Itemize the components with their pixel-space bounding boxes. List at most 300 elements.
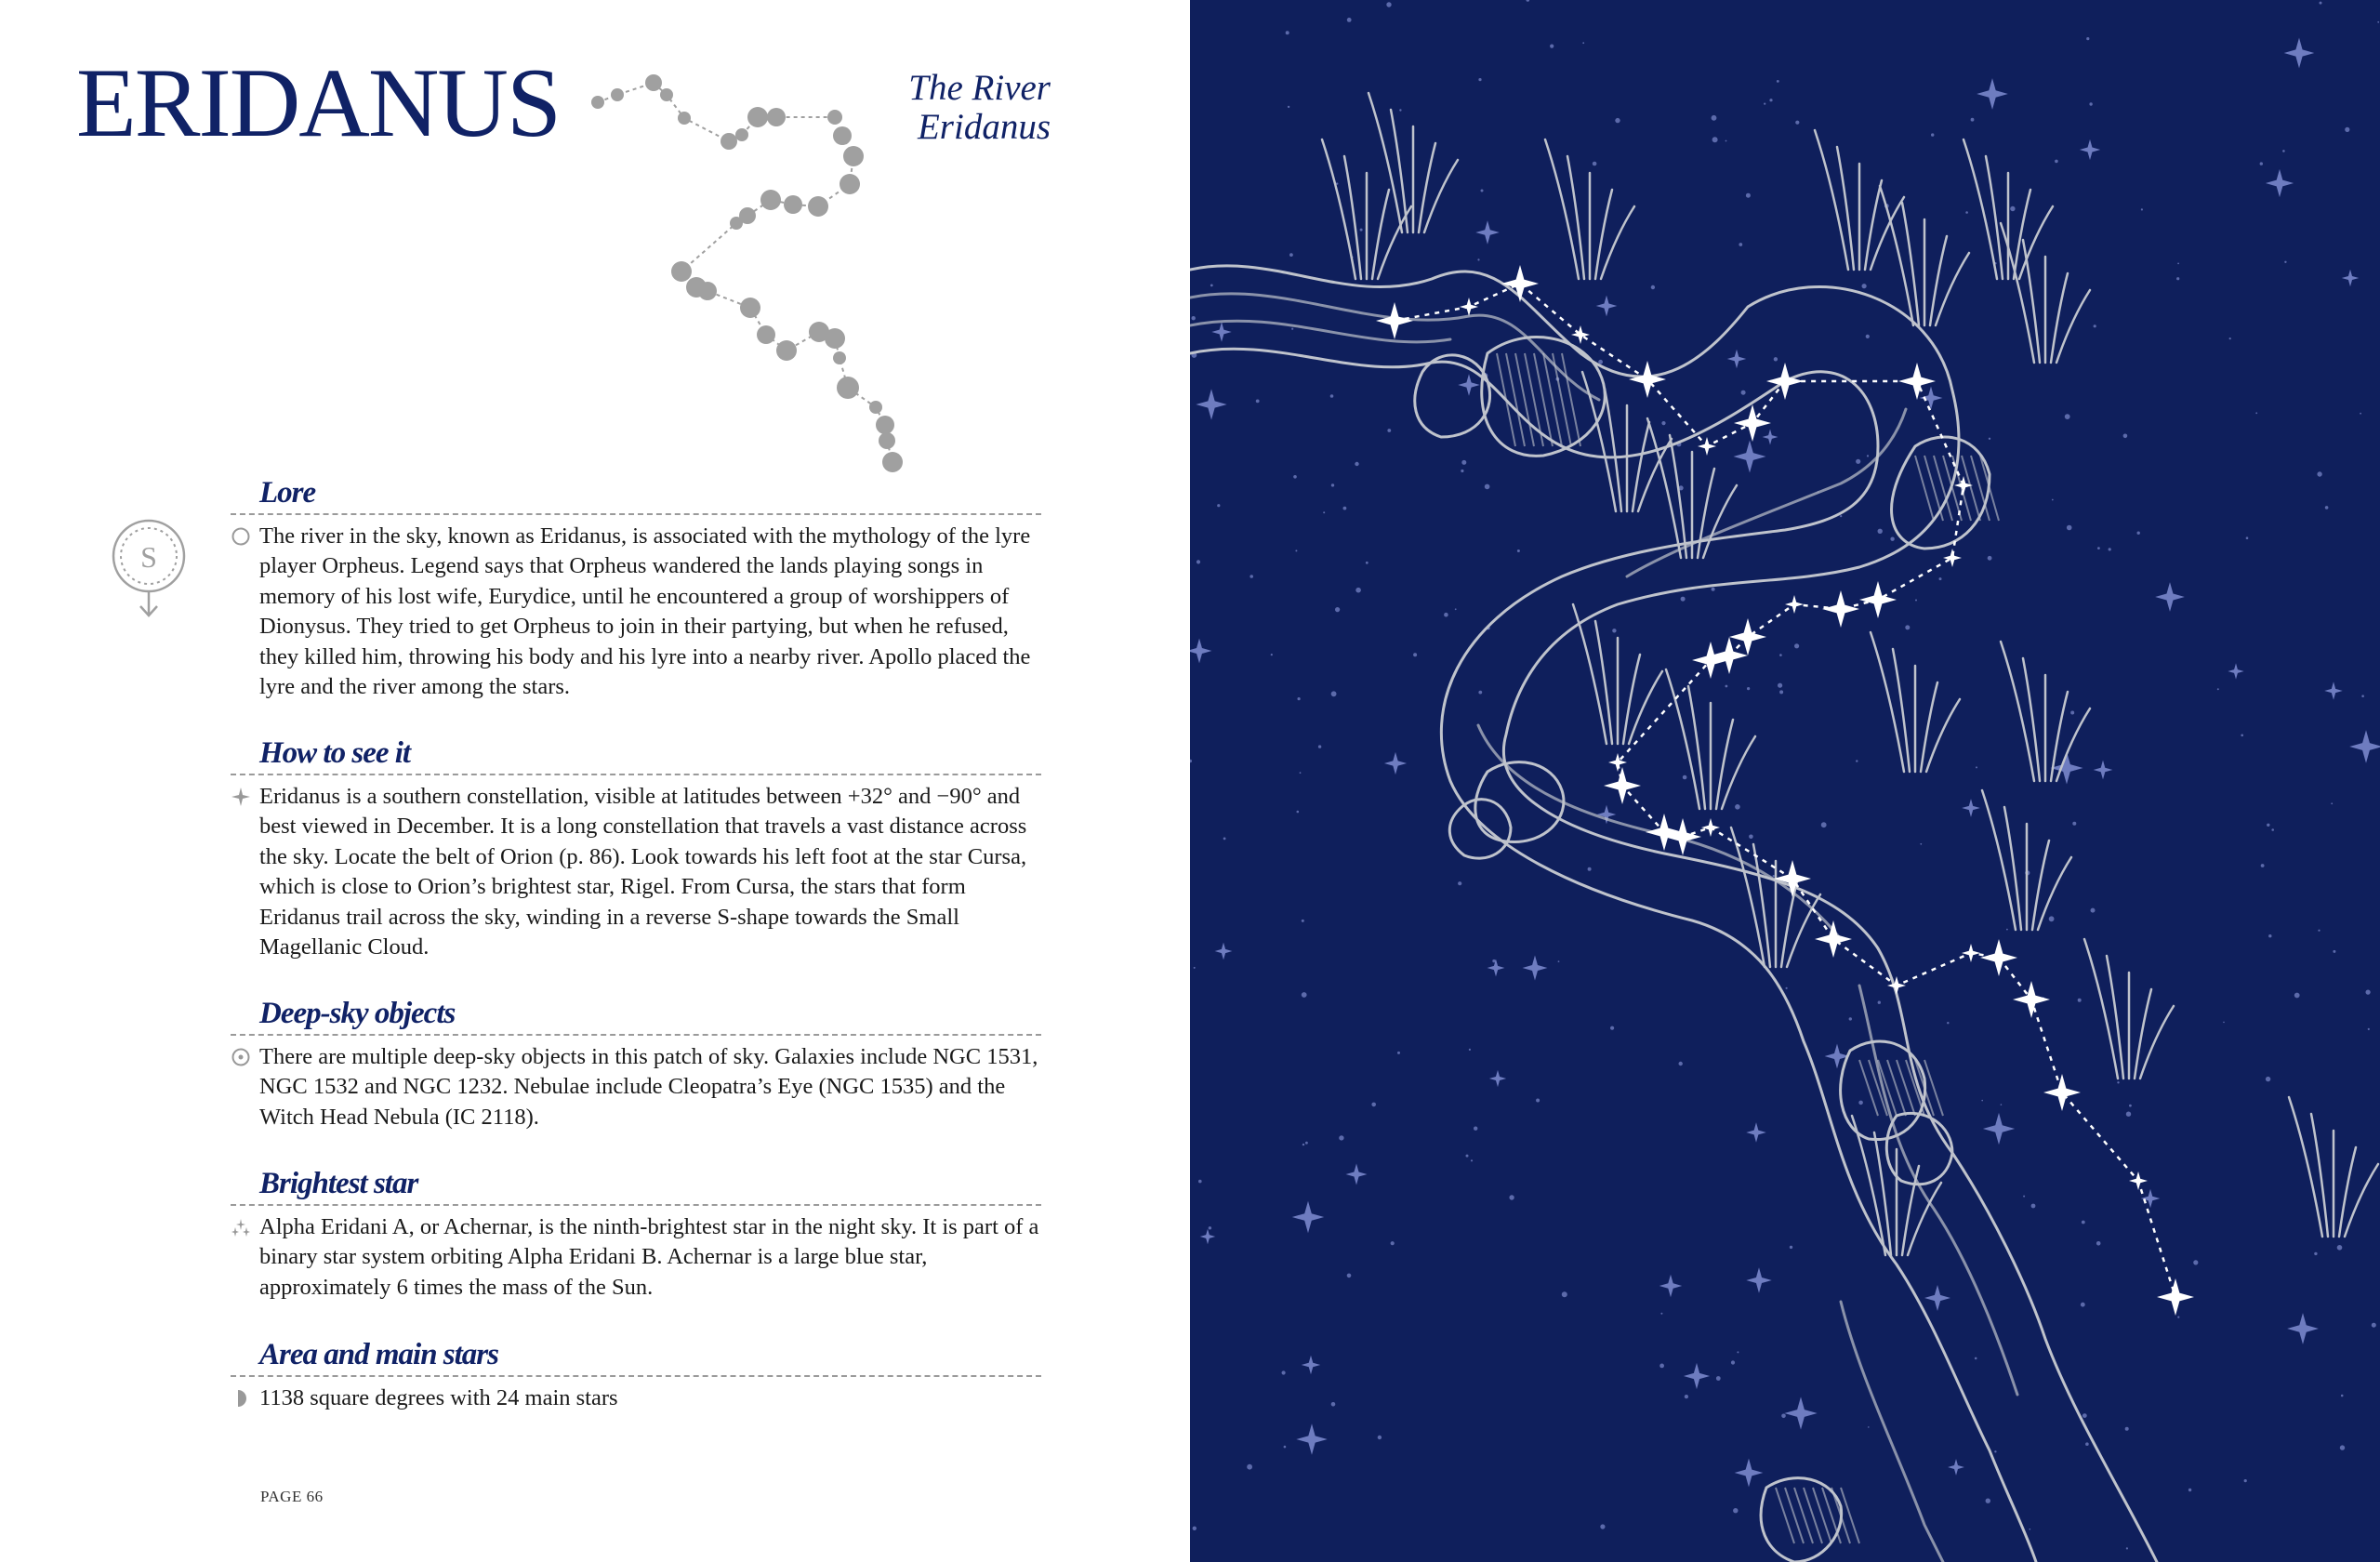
background-star (1297, 811, 1300, 814)
background-star (2377, 21, 2379, 23)
background-sparkle-star (1784, 1397, 1817, 1429)
background-star (2109, 548, 2111, 550)
bright-star (1460, 298, 1478, 316)
background-star (1291, 328, 1293, 330)
background-star (1989, 438, 1990, 440)
hemisphere-letter: S (140, 540, 157, 574)
mini-star (837, 377, 859, 399)
background-star (2094, 324, 2096, 327)
background-star (1302, 992, 1307, 998)
background-star (1347, 18, 1352, 22)
grass-blade (2032, 841, 2049, 930)
background-star (1733, 1508, 1738, 1513)
background-star (1413, 653, 1417, 656)
mini-star (767, 108, 786, 126)
background-star (1289, 253, 1293, 257)
background-star (2366, 990, 2371, 995)
background-star (1779, 654, 1782, 656)
mini-star (757, 325, 775, 344)
background-star (2331, 802, 2333, 804)
background-star (1461, 460, 1466, 465)
background-star (1773, 875, 1775, 877)
background-star (2314, 1252, 2317, 1255)
background-star (1747, 687, 1750, 690)
background-star (2229, 338, 2231, 339)
grass-blade (2135, 989, 2151, 1079)
background-star (2082, 1221, 2085, 1224)
background-sparkle-star (1215, 943, 1233, 960)
background-sparkle-star (1983, 1113, 2015, 1145)
background-sparkle-star (1190, 639, 1211, 664)
background-star (1774, 357, 1778, 361)
background-star (1849, 1017, 1852, 1020)
background-star (1371, 1103, 1376, 1107)
background-sparkle-star (1825, 1044, 1850, 1069)
background-star (1746, 193, 1751, 198)
section-body: 1138 square degrees with 24 main stars (259, 1385, 618, 1410)
background-star (1300, 772, 1302, 774)
background-star (2052, 499, 2054, 501)
background-star (2070, 711, 2074, 715)
mini-star (833, 126, 852, 145)
background-star (1679, 1062, 1683, 1066)
background-star (1712, 115, 1717, 121)
background-star (2081, 1303, 2085, 1307)
background-star (1821, 822, 1827, 827)
mini-star (879, 432, 895, 449)
background-star (1931, 133, 1934, 136)
background-sparkle-star (1924, 1285, 1950, 1311)
background-star (2065, 414, 2070, 419)
background-star (2031, 1204, 2036, 1209)
background-star (1339, 1135, 1343, 1140)
mini-star (808, 196, 828, 217)
rock-hatch (1497, 353, 1515, 446)
background-sparkle-star (1596, 296, 1618, 317)
background-star (1558, 960, 1560, 962)
grass-blade (1633, 422, 1649, 511)
background-sparkle-star (1292, 1201, 1324, 1233)
background-star (1981, 1100, 1983, 1102)
background-star (1726, 685, 1728, 688)
section-heading: Deep-sky objects (259, 997, 456, 1030)
bright-star (1962, 944, 1980, 962)
background-star (2177, 263, 2179, 265)
background-star (1988, 556, 1992, 561)
background-sparkle-star (1948, 1459, 1964, 1476)
background-star (2361, 695, 2364, 697)
background-star (2223, 1022, 2225, 1024)
star-cluster-icon (231, 1217, 251, 1238)
background-star (2217, 688, 2219, 690)
rock-hatch (1553, 353, 1571, 446)
background-sparkle-star (1296, 1423, 1327, 1454)
background-sparkle-star (1746, 1267, 1771, 1292)
grass-blade (2289, 1097, 2322, 1237)
background-star (1509, 1195, 1514, 1199)
background-star (1330, 394, 1334, 398)
background-star (1600, 1524, 1605, 1529)
background-star (1731, 1360, 1735, 1364)
background-star (1455, 608, 1457, 610)
background-star (1466, 1155, 1469, 1158)
section-how-to-see-it (231, 733, 1041, 962)
background-star (1890, 537, 1894, 541)
background-star (1965, 211, 1968, 214)
rock-hatch (1534, 353, 1553, 446)
rock-hatch (1887, 1060, 1906, 1116)
background-star (2001, 1104, 2003, 1105)
background-star (1286, 31, 1289, 34)
background-star (1661, 421, 1665, 425)
background-star (1478, 691, 1482, 695)
background-star (1735, 804, 1740, 810)
background-star (2325, 506, 2329, 510)
background-star (1764, 103, 1765, 105)
rock-hatch (1859, 1060, 1878, 1116)
background-star (1343, 507, 1347, 510)
subtitle-line-1: The River (908, 68, 1051, 108)
bright-star-core (2170, 1291, 2181, 1303)
background-star (1360, 229, 1363, 232)
background-star (2055, 160, 2058, 164)
mini-star (611, 88, 624, 101)
background-star (2368, 1028, 2370, 1030)
mini-star (730, 217, 743, 230)
mini-star (784, 195, 802, 214)
bright-star-core (1787, 873, 1798, 884)
background-sparkle-star (1302, 1356, 1320, 1374)
grass-blade (1921, 682, 1937, 772)
grass-blade (2339, 1147, 2356, 1237)
grass-blade (1716, 720, 1733, 809)
mini-star (882, 452, 903, 472)
background-sparkle-star (2349, 730, 2380, 763)
rock-hatch (1785, 1488, 1804, 1543)
background-star (1293, 475, 1297, 479)
background-star (2340, 1445, 2345, 1449)
background-star (1685, 1395, 1688, 1398)
background-star (1712, 588, 1715, 591)
background-star (1840, 515, 1842, 517)
background-sparkle-star (2284, 38, 2315, 69)
background-star (1391, 1241, 1395, 1245)
rock-hatch (1915, 456, 1934, 521)
background-star (2261, 864, 2265, 867)
background-sparkle-star (2324, 682, 2343, 700)
background-star (1939, 577, 1942, 580)
background-sparkle-star (1458, 374, 1479, 395)
background-star (1331, 1402, 1336, 1407)
mini-star (869, 401, 882, 414)
background-star (1461, 470, 1463, 472)
background-star (1786, 987, 1788, 989)
background-star (2193, 1260, 2198, 1264)
section-heading: Brightest star (259, 1167, 418, 1200)
bright-star-core (1705, 655, 1716, 666)
background-star (2244, 1479, 2247, 1482)
background-star (1517, 549, 1520, 552)
background-star (1737, 1351, 1739, 1353)
bright-star-core (1779, 376, 1791, 387)
section-heading: Lore (259, 476, 316, 510)
grass-blade (1545, 139, 1579, 279)
background-star (1779, 690, 1783, 694)
rock-hatch (1831, 1488, 1850, 1543)
background-sparkle-star (1733, 440, 1765, 472)
background-star (1331, 691, 1337, 696)
background-star (1651, 285, 1655, 289)
rock-hatch (1841, 1488, 1859, 1543)
background-star (1386, 2, 1391, 7)
grass-blade (1902, 1166, 1919, 1255)
bright-star-core (1911, 376, 1923, 387)
background-star (1198, 1180, 1202, 1184)
background-star (2137, 532, 2140, 535)
background-star (1335, 607, 1340, 612)
mini-star (825, 328, 845, 349)
background-sparkle-star (2342, 270, 2359, 286)
background-star (1562, 1291, 1567, 1297)
background-star (1223, 838, 1226, 841)
background-star (1331, 483, 1334, 486)
four-point-star-icon (231, 787, 251, 807)
background-star (2010, 206, 2015, 211)
mini-star (776, 340, 797, 361)
background-sparkle-star (1735, 1459, 1764, 1488)
background-star (2089, 102, 2092, 105)
background-star (1478, 78, 1481, 81)
background-sparkle-star (2155, 582, 2185, 612)
grass-blade (1322, 139, 1355, 279)
background-star (2268, 934, 2271, 937)
bright-star-core (1389, 315, 1400, 326)
background-star (2126, 1112, 2131, 1117)
background-sparkle-star (1746, 1122, 1765, 1142)
mini-star (740, 298, 760, 318)
background-star (1862, 284, 1867, 288)
grass-blade (1372, 190, 1389, 279)
mini-star (876, 416, 894, 434)
background-star (1469, 1049, 1471, 1051)
bright-star-core (1617, 780, 1628, 791)
section-body: The river in the sky, known as Eridanus, is associated with the mythology of the lyre player Orpheus. Legend says that Orpheus wandered the lands playing songs in memory of his lost wife, Eurydice, until he encountered a group of worshippers of Dionysus. They tried to get Orpheus to join in their partying, but when he refused, they killed him, throwing his body and his lyre into a nearby river. Apollo placed the lyre and the river among the stars. (259, 523, 1031, 700)
bright-star (1954, 476, 1973, 495)
mini-star (843, 146, 864, 166)
background-star (1271, 654, 1273, 655)
background-star (1905, 625, 1910, 629)
background-sparkle-star (1962, 799, 1980, 817)
grass-blade (1871, 632, 1904, 772)
background-star (2188, 1489, 2191, 1491)
background-sparkle-star (1346, 1164, 1368, 1185)
background-star (1323, 511, 1325, 513)
background-star (2067, 525, 2072, 531)
background-star (1781, 1414, 1786, 1419)
half-moon-icon (231, 1388, 251, 1409)
background-star (2049, 916, 2055, 921)
background-star (1355, 588, 1361, 593)
background-star (1397, 1052, 1400, 1054)
section-body: Alpha Eridani A, or Achernar, is the ninth-brightest star in the night sky. It is part of a binary star system orbiting Alpha Eridani B. Achernar is a large blue star, approximately 6 times the mass of the Sun. (259, 1214, 1039, 1300)
background-star (2177, 1317, 2179, 1318)
background-star (1194, 967, 1196, 969)
background-star (2078, 999, 2082, 1002)
mini-star (833, 351, 846, 364)
background-star (1947, 1022, 1949, 1024)
background-sparkle-star (1489, 1070, 1506, 1087)
mini-star (678, 112, 691, 125)
target-circle-icon (231, 1047, 251, 1067)
background-star (1318, 745, 1321, 748)
background-star (2030, 1529, 2031, 1530)
river-illustration (1190, 0, 2380, 1562)
background-sparkle-star (1488, 960, 1505, 977)
bright-star (1943, 549, 1962, 567)
background-star (2246, 536, 2249, 539)
background-sparkle-star (1200, 1229, 1215, 1244)
grass-blade (1865, 180, 1882, 270)
grass-blade (1731, 827, 1765, 967)
background-sparkle-star (2141, 1189, 2161, 1209)
background-star (1366, 562, 1368, 564)
background-star (1378, 1436, 1382, 1439)
background-star (1355, 462, 1358, 466)
background-star (1920, 843, 1922, 845)
rock-hatch (1515, 353, 1534, 446)
background-sparkle-star (1523, 956, 1548, 981)
mini-star (698, 282, 717, 300)
background-star (1527, 0, 1530, 2)
background-star (1681, 597, 1686, 602)
background-star (1192, 316, 1196, 320)
background-star (1975, 1357, 1977, 1360)
background-star (1295, 549, 1297, 551)
background-star (1739, 243, 1742, 246)
rock-hatch (1506, 353, 1525, 446)
rock-hatch (1813, 1488, 1831, 1543)
bright-star-core (1993, 952, 2004, 963)
background-star (1190, 760, 1192, 763)
background-star (1795, 121, 1799, 125)
background-star (1994, 1450, 1996, 1452)
background-star (1660, 1313, 1662, 1315)
bright-star-core (1872, 594, 1884, 605)
background-star (2072, 822, 2076, 826)
background-star (2333, 950, 2335, 953)
background-star (2091, 908, 2096, 913)
background-star (1593, 162, 1597, 166)
background-sparkle-star (1475, 220, 1500, 245)
rock-hatch (1776, 1488, 1794, 1543)
background-star (2085, 1442, 2089, 1446)
mini-star (645, 74, 662, 91)
background-star (2320, 2, 2322, 5)
section-heading: How to see it (259, 736, 411, 770)
rock-hatch (1924, 456, 1943, 521)
grass-blade (2001, 642, 2034, 781)
background-star (2317, 471, 2321, 476)
background-sparkle-star (1384, 752, 1407, 774)
background-star (2267, 824, 2269, 827)
grass-blade (1647, 418, 1681, 558)
page-number: PAGE 66 (260, 1488, 324, 1505)
background-star (2271, 828, 2274, 831)
background-star (1976, 766, 1977, 768)
background-sparkle-star (1727, 350, 1747, 369)
section-area-and-main-stars (231, 1334, 1041, 1413)
background-star (2266, 1077, 2270, 1081)
background-sparkle-star (1920, 387, 1943, 410)
background-sparkle-star (2266, 169, 2294, 197)
background-star (1971, 118, 1975, 122)
bright-star-core (1835, 603, 1846, 615)
section-deep-sky-objects (231, 993, 1041, 1132)
rock-hatch (1822, 1488, 1841, 1543)
background-star (1305, 1142, 1308, 1145)
bright-star-core (1642, 374, 1653, 385)
background-star (2341, 1395, 2344, 1397)
background-star (2176, 277, 2179, 280)
background-star (1193, 1527, 1197, 1530)
bright-star-core (2026, 994, 2037, 1005)
background-star (1247, 1464, 1252, 1470)
background-star (2294, 993, 2300, 999)
bright-star-core (1828, 933, 1839, 945)
section-body: There are multiple deep-sky objects in this patch of sky. Galaxies include NGC 1531, NGC 1532 and NGC 1232. Nebulae include Cleopatra’s Eye (NGC 1535) and the Witch Head Nebula (IC 2118). (259, 1044, 1038, 1130)
background-star (2006, 929, 2008, 931)
background-sparkle-star (2080, 139, 2100, 160)
background-sparkle-star (1659, 1275, 1682, 1297)
background-star (1867, 455, 1869, 457)
background-star (2255, 412, 2257, 414)
background-star (2123, 434, 2128, 439)
constellation-mini-diagram (576, 56, 930, 483)
background-star (1610, 1026, 1614, 1030)
bright-star (1571, 325, 1590, 344)
mini-star (735, 128, 748, 141)
background-star (1868, 1426, 1870, 1428)
background-star (2372, 1323, 2376, 1328)
background-star (1288, 106, 1289, 108)
background-star (1282, 1370, 1286, 1374)
rock-hatch (1794, 1488, 1813, 1543)
subtitle-line-2: Eridanus (917, 107, 1051, 147)
background-sparkle-star (1977, 78, 2008, 110)
bright-star-core (1514, 278, 1526, 289)
background-star (2125, 1427, 2129, 1431)
section-brightest-star (231, 1163, 1041, 1303)
background-star (2126, 1547, 2128, 1549)
bright-star-core (1742, 631, 1753, 642)
background-star (2082, 1413, 2087, 1418)
background-star (2318, 930, 2320, 932)
background-star (1866, 335, 1870, 338)
background-star (1683, 775, 1687, 780)
grass-blade (1964, 139, 1997, 279)
background-star (1197, 560, 1200, 563)
grass-blade (1982, 790, 2016, 930)
background-star (1856, 760, 1858, 761)
background-star (1794, 643, 1799, 648)
background-star (1536, 1099, 1540, 1103)
bright-star-core (1747, 417, 1758, 429)
grass-blade (1698, 469, 1714, 558)
background-star (2096, 1241, 2101, 1246)
bright-star-core (2056, 1087, 2068, 1098)
background-star (1256, 400, 1260, 404)
bright-star (1701, 818, 1720, 837)
